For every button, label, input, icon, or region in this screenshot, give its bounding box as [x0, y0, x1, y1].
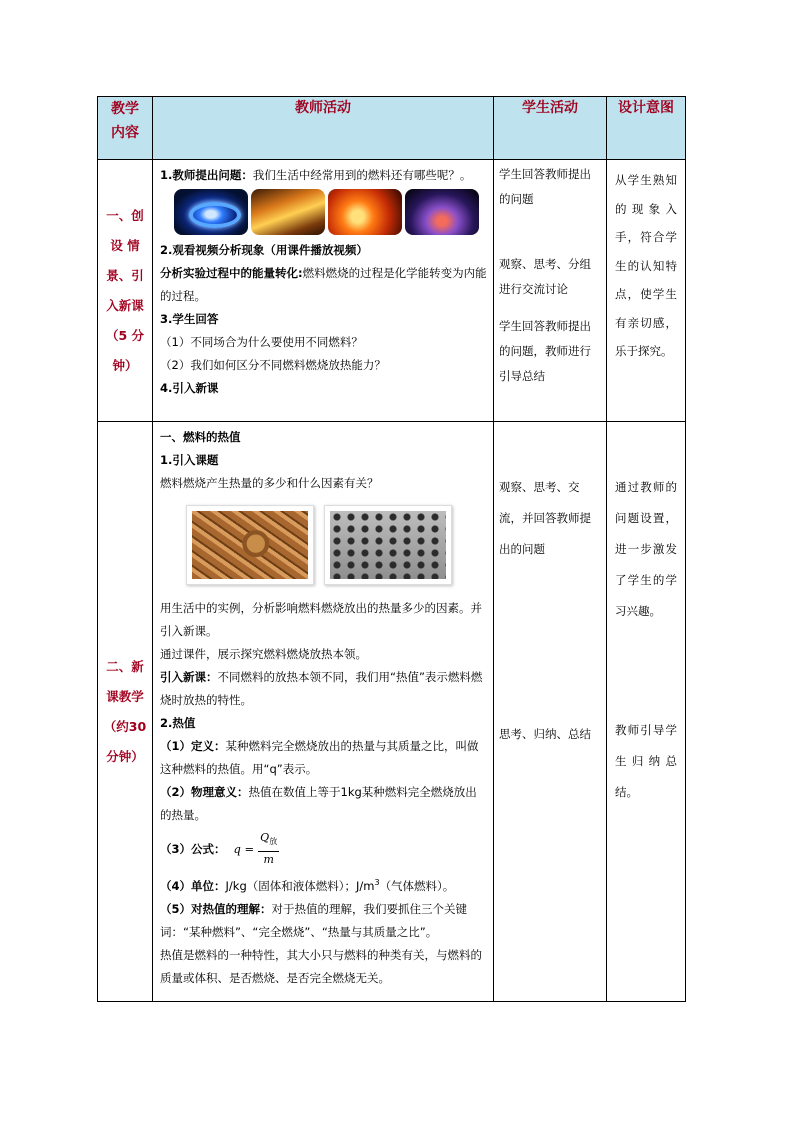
understanding-head: （5）对热值的理解： — [160, 901, 272, 916]
heat-value-heading: 2.热值 — [160, 716, 196, 730]
formula-numerator — [258, 830, 279, 851]
design-intent-intro: 从学生熟知的现象入手，符合学生的认知特点，使学生有亲切感，乐于探究。 — [607, 160, 686, 422]
table-row-new-lesson — [98, 422, 686, 1002]
unit-text-2: （气体燃料）。 — [379, 878, 455, 893]
burning-wood-image — [251, 189, 325, 235]
question-3-item-2: （2）我们如何区分不同燃料燃烧放热能力？ — [160, 358, 386, 372]
student-response-4: 观察、思考、交流，并回答教师提出的问题 — [499, 480, 591, 556]
fire-embers-image — [328, 189, 402, 235]
definition-head: （1）定义： — [160, 739, 226, 753]
unit-line — [160, 871, 487, 898]
conclusion-text: 热值是燃料的一种特性，其大小只与燃料的种类有关，与燃料的质量或体积、是否燃烧、是否完全燃烧无关。 — [160, 947, 482, 985]
definition-text: 某种燃料完全燃烧放出的热量与其质量之比，叫做这种燃料的热值。用“q”表示。 — [160, 739, 479, 776]
physical-meaning — [160, 781, 487, 827]
formula-fraction — [258, 830, 279, 867]
stage-label-intro: 一、创设 情景、引入新课（5 分钟） — [98, 160, 153, 422]
student-response-2: 观察、思考、分组进行交流讨论 — [499, 257, 591, 296]
header-teacher-activity: 教师活动 — [153, 97, 494, 160]
design-intent-4: 教师引导学生归纳总结。 — [615, 723, 677, 799]
unit-text-1: J/kg（固体和液体燃料）；J/m — [225, 878, 375, 893]
energy-conversion — [160, 262, 487, 308]
student-response-1: 学生回答教师提出的问题 — [499, 167, 591, 206]
student-activity-intro — [494, 160, 607, 422]
header-design-intent: 设计意图 — [607, 97, 686, 160]
formula-line — [160, 827, 487, 871]
formula-denominator: m — [263, 852, 274, 866]
table-header-row — [98, 97, 686, 160]
purple-flame-image — [405, 189, 479, 235]
student-activity-new-lesson — [494, 422, 607, 1002]
formula-subscript: 放 — [269, 837, 278, 847]
student-response-3: 学生回答教师提出的问题，教师进行引导总结 — [499, 319, 591, 383]
question-1-text: 我们生活中经常用到的燃料还有哪些呢？。 — [252, 168, 472, 182]
question-2: 2.观看视频分析现象（用课件播放视频） — [160, 243, 368, 257]
table-row-intro — [98, 160, 686, 422]
question-1-head: 1.教师提出问题： — [160, 168, 253, 182]
example-analysis-text: 用生活中的实例，分析影响燃料燃烧放出的热量多少的因素。并引入新课。 — [160, 601, 482, 638]
question-3: 3.学生回答 — [160, 312, 219, 326]
new-lesson-intro-text: 不同燃料的放热本领不同，我们用“热值”表示燃料燃烧时放热的特性。 — [160, 670, 483, 707]
new-lesson-intro-head: 引入新课： — [160, 670, 218, 684]
new-lesson-intro — [160, 666, 487, 712]
physical-meaning-head: （2）物理意义： — [160, 785, 249, 799]
unit-head: （4）单位： — [160, 878, 226, 893]
lesson-plan-table — [97, 96, 686, 1002]
understanding-text: 对于热值的理解，我们要抓住三个关键词：“某种燃料”、“完全燃烧”、“热量与其质量之比”。 — [160, 901, 468, 939]
formula-head: （3）公式： — [160, 841, 226, 856]
section-heading-heat-value: 一、燃料的热值 — [160, 430, 241, 444]
physical-meaning-text: 热值在数值上等于1kg某种燃料完全燃烧放出的热量。 — [160, 785, 477, 822]
student-response-5: 思考、归纳、总结 — [499, 727, 591, 741]
unit-superscript: 3 — [374, 878, 380, 887]
question-1 — [160, 164, 487, 187]
design-intent-new-lesson — [607, 422, 686, 1002]
honeycomb-coal-photo — [324, 505, 452, 585]
topic-intro-text: 燃料燃烧产生热量的多少和什么因素有关？ — [160, 476, 379, 490]
energy-conversion-text: 燃料燃烧的过程是化学能转变为内能的过程。 — [160, 266, 487, 303]
teacher-activity-new-lesson — [153, 422, 494, 1002]
question-4: 4.引入新课 — [160, 381, 219, 395]
courseware-text: 通过课件，展示探究燃料燃烧放热本领。 — [160, 647, 367, 661]
header-teaching-content: 教学 内容 — [98, 97, 153, 160]
blue-gas-flame-image — [174, 189, 248, 235]
teacher-activity-intro — [153, 160, 494, 422]
design-intent-3: 通过教师的问题设置，进一步激发了学生的学习兴趣。 — [615, 480, 677, 618]
topic-intro-head: 1.引入课题 — [160, 453, 219, 467]
firewood-photo — [186, 505, 314, 585]
energy-conversion-head: 分析实验过程中的能量转化: — [160, 266, 303, 280]
definition — [160, 735, 487, 781]
stage-label-new-lesson: 二、新课教学（约30分钟） — [98, 422, 153, 1002]
header-student-activity: 学生活动 — [494, 97, 607, 160]
understanding — [160, 898, 487, 944]
fuel-image-row — [174, 189, 487, 235]
heat-value-formula — [234, 830, 280, 867]
formula-numerator-symbol: Q — [260, 831, 270, 845]
question-3-item-1: （1）不同场合为什么要使用不同燃料？ — [160, 335, 363, 349]
fuel-photo-row — [186, 505, 487, 585]
formula-lhs: q = — [233, 841, 255, 856]
